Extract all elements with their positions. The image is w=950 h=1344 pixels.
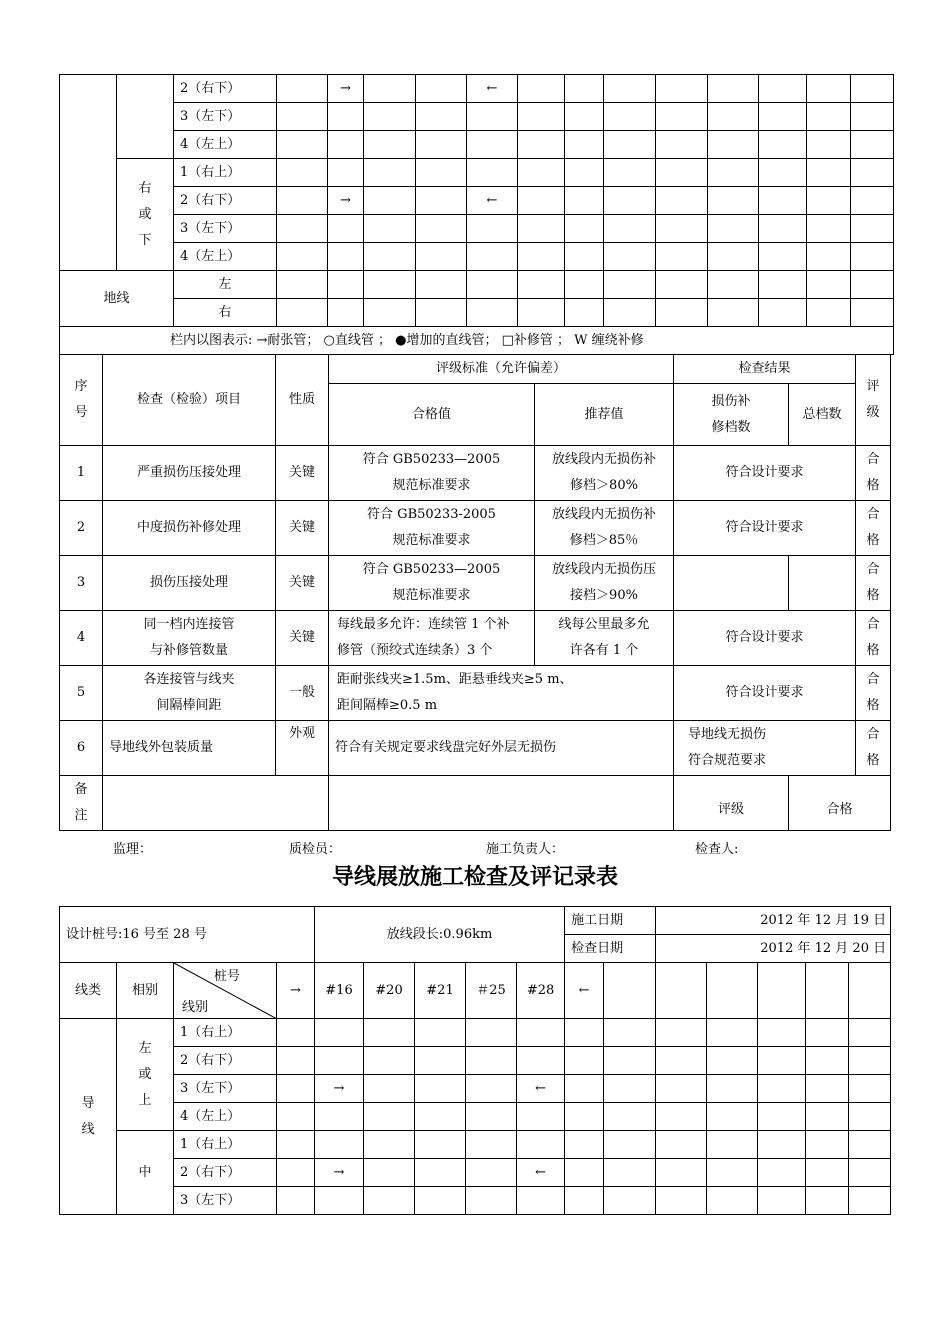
grade-label: 评级 — [674, 776, 789, 831]
inspector-label: 检查人: — [695, 842, 739, 857]
result-cell: 符合设计要求 — [674, 501, 856, 556]
remarks-row — [60, 776, 891, 831]
damage-header: 损伤补 修档数 — [674, 384, 789, 446]
recommended-cell: 放线段内无损伤补 修档＞85％ — [535, 501, 674, 556]
grade-cell: 合 格 — [856, 446, 891, 501]
line-label: 2（右下） — [174, 187, 277, 215]
pile-cell: #28 — [517, 963, 565, 1019]
seq-cell: 4 — [60, 611, 103, 666]
ground-left: 左 — [174, 271, 277, 299]
qualified-cell: 符合 GB50233—2005 规范标准要求 — [329, 556, 535, 611]
line-label: 2（右下） — [174, 75, 277, 103]
grade-cell: 合 格 — [856, 721, 891, 776]
check-date: 2012 年 12 月 20 日 — [656, 935, 891, 963]
grade-header: 评 级 — [856, 355, 891, 446]
recommended-header: 推荐值 — [535, 384, 674, 446]
form-title: 导线展放施工检查及评记录表 — [331, 865, 618, 890]
qualified-cell: 每线最多允许：连续管 1 个补 修管（预绞式连续条）3 个 — [329, 611, 535, 666]
item-cell: 严重损伤压接处理 — [103, 446, 276, 501]
arrow-left: ← — [517, 1075, 565, 1103]
arrow-right: → — [328, 75, 364, 103]
arrow-left: ← — [517, 1159, 565, 1187]
table-row — [60, 556, 891, 611]
check-date-label: 检查日期 — [565, 935, 656, 963]
recommended-cell: 放线段内无损伤补 修档＞80% — [535, 446, 674, 501]
result-cell: 导地线无损伤 符合规范要求 — [674, 721, 856, 776]
item-cell: 导地线外包装质量 — [103, 721, 276, 776]
table-row — [60, 721, 891, 776]
construction-lead-label: 施工负责人： — [486, 842, 565, 857]
diag-bottom-label: 线别 — [182, 1000, 209, 1015]
seq-header: 序 号 — [60, 355, 103, 446]
pile-cell: ← — [565, 963, 604, 1019]
line-label: 3（左下） — [174, 1075, 277, 1103]
qualified-cell: 符合 GB50233-2005 规范标准要求 — [329, 501, 535, 556]
upper-phase-cell — [117, 75, 174, 159]
left-phase-label: 左 或 上 — [117, 1019, 174, 1131]
recommended-cell: 线每公里最多允 许各有 1 个 — [535, 611, 674, 666]
line-label: 3（左下） — [174, 103, 277, 131]
nature-cell: 一般 — [276, 666, 329, 721]
line-label: 2（右下） — [174, 1159, 277, 1187]
grade-cell: 合 格 — [856, 556, 891, 611]
seq-cell: 6 — [60, 721, 103, 776]
standard-cell: 符合有关规定要求线盘完好外层无损伤 — [329, 721, 674, 776]
col-phase: 相别 — [117, 963, 174, 1019]
nature-cell: 外观 — [276, 721, 329, 776]
build-date-label: 施工日期 — [565, 907, 656, 935]
arrow-left: ← — [467, 75, 518, 103]
ground-wire-label: 地线 — [60, 271, 174, 327]
nature-cell: 关键 — [276, 446, 329, 501]
item-header: 检查（检验）项目 — [103, 355, 276, 446]
pile-cell: #16 — [315, 963, 364, 1019]
result-cell: 符合设计要求 — [674, 611, 856, 666]
item-cell: 各连接管与线夹 间隔棒间距 — [103, 666, 276, 721]
table-row — [60, 611, 891, 666]
arrow-right: → — [315, 1159, 364, 1187]
seq-cell: 3 — [60, 556, 103, 611]
col-line-type: 线类 — [60, 963, 117, 1019]
conductor-label: 导 线 — [60, 1019, 117, 1215]
table-row — [60, 446, 891, 501]
item-cell: 同一档内连接管 与补修管数量 — [103, 611, 276, 666]
line-label: 1（右上） — [174, 1131, 277, 1159]
pile-cell: ＃25 — [466, 963, 517, 1019]
ground-right: 右 — [174, 299, 277, 327]
legend-row: 栏内以图表示: →耐张管； ○直线管 ； ●增加的直线管； □补修管 ； W 缠绕补修 — [60, 327, 894, 355]
item-cell: 中度损伤补修处理 — [103, 501, 276, 556]
qc-label: 质检员： — [289, 842, 342, 857]
item-cell: 损伤压接处理 — [103, 556, 276, 611]
nature-cell: 关键 — [276, 556, 329, 611]
line-label: 4（左上） — [174, 131, 277, 159]
nature-cell: 关键 — [276, 501, 329, 556]
diag-top-label: 桩号 — [214, 969, 241, 984]
line-label: 4（左上） — [174, 243, 277, 271]
seq-cell: 1 — [60, 446, 103, 501]
qualified-header: 合格值 — [329, 384, 535, 446]
pile-cell: → — [277, 963, 315, 1019]
arrow-right: → — [328, 187, 364, 215]
line-label: 3（左下） — [174, 215, 277, 243]
table-row — [60, 666, 891, 721]
line-label: 1（右上） — [174, 1019, 277, 1047]
section-length: 放线段长:0.96km — [315, 907, 565, 963]
line-label: 2（右下） — [174, 1047, 277, 1075]
build-date: 2012 年 12 月 19 日 — [656, 907, 891, 935]
top-record-table — [59, 74, 894, 355]
standard-header: 评级标准（允许偏差） — [329, 355, 674, 384]
grade-value: 合格 — [789, 776, 891, 831]
nature-header: 性质 — [276, 355, 329, 446]
total-header: 总档数 — [789, 384, 856, 446]
standard-cell: 距耐张线夹≥1.5m、距悬垂线夹≥5 m、 距间隔棒≥0.5 m — [329, 666, 674, 721]
second-record-table — [59, 906, 891, 1215]
right-phase-label: 右 或 下 — [117, 159, 174, 271]
grade-cell: 合 格 — [856, 611, 891, 666]
grade-cell: 合 格 — [856, 666, 891, 721]
nature-cell: 关键 — [276, 611, 329, 666]
arrow-left: ← — [467, 187, 518, 215]
line-label: 1（右上） — [174, 159, 277, 187]
result-cell: 符合设计要求 — [674, 666, 856, 721]
grade-cell: 合 格 — [856, 501, 891, 556]
seq-cell: 2 — [60, 501, 103, 556]
inspection-table — [59, 354, 891, 831]
line-label: 3（左下） — [174, 1187, 277, 1215]
remarks-label: 备 注 — [60, 776, 103, 831]
pile-cell: #21 — [415, 963, 466, 1019]
line-type-cell — [60, 75, 117, 271]
result-header: 检查结果 — [674, 355, 856, 384]
pile-cell: #20 — [364, 963, 415, 1019]
pile-range: 设计桩号:16 号至 28 号 — [60, 907, 315, 963]
seq-cell: 5 — [60, 666, 103, 721]
signature-line — [59, 838, 889, 860]
supervisor-label: 监理： — [113, 842, 153, 857]
line-label: 4（左上） — [174, 1103, 277, 1131]
result-cell — [674, 556, 789, 611]
qualified-cell: 符合 GB50233—2005 规范标准要求 — [329, 446, 535, 501]
middle-phase-label: 中 — [117, 1131, 174, 1215]
diagonal-header — [174, 963, 277, 1019]
table-row — [60, 501, 891, 556]
arrow-right: → — [315, 1075, 364, 1103]
result-cell: 符合设计要求 — [674, 446, 856, 501]
recommended-cell: 放线段内无损伤压 接档＞90% — [535, 556, 674, 611]
